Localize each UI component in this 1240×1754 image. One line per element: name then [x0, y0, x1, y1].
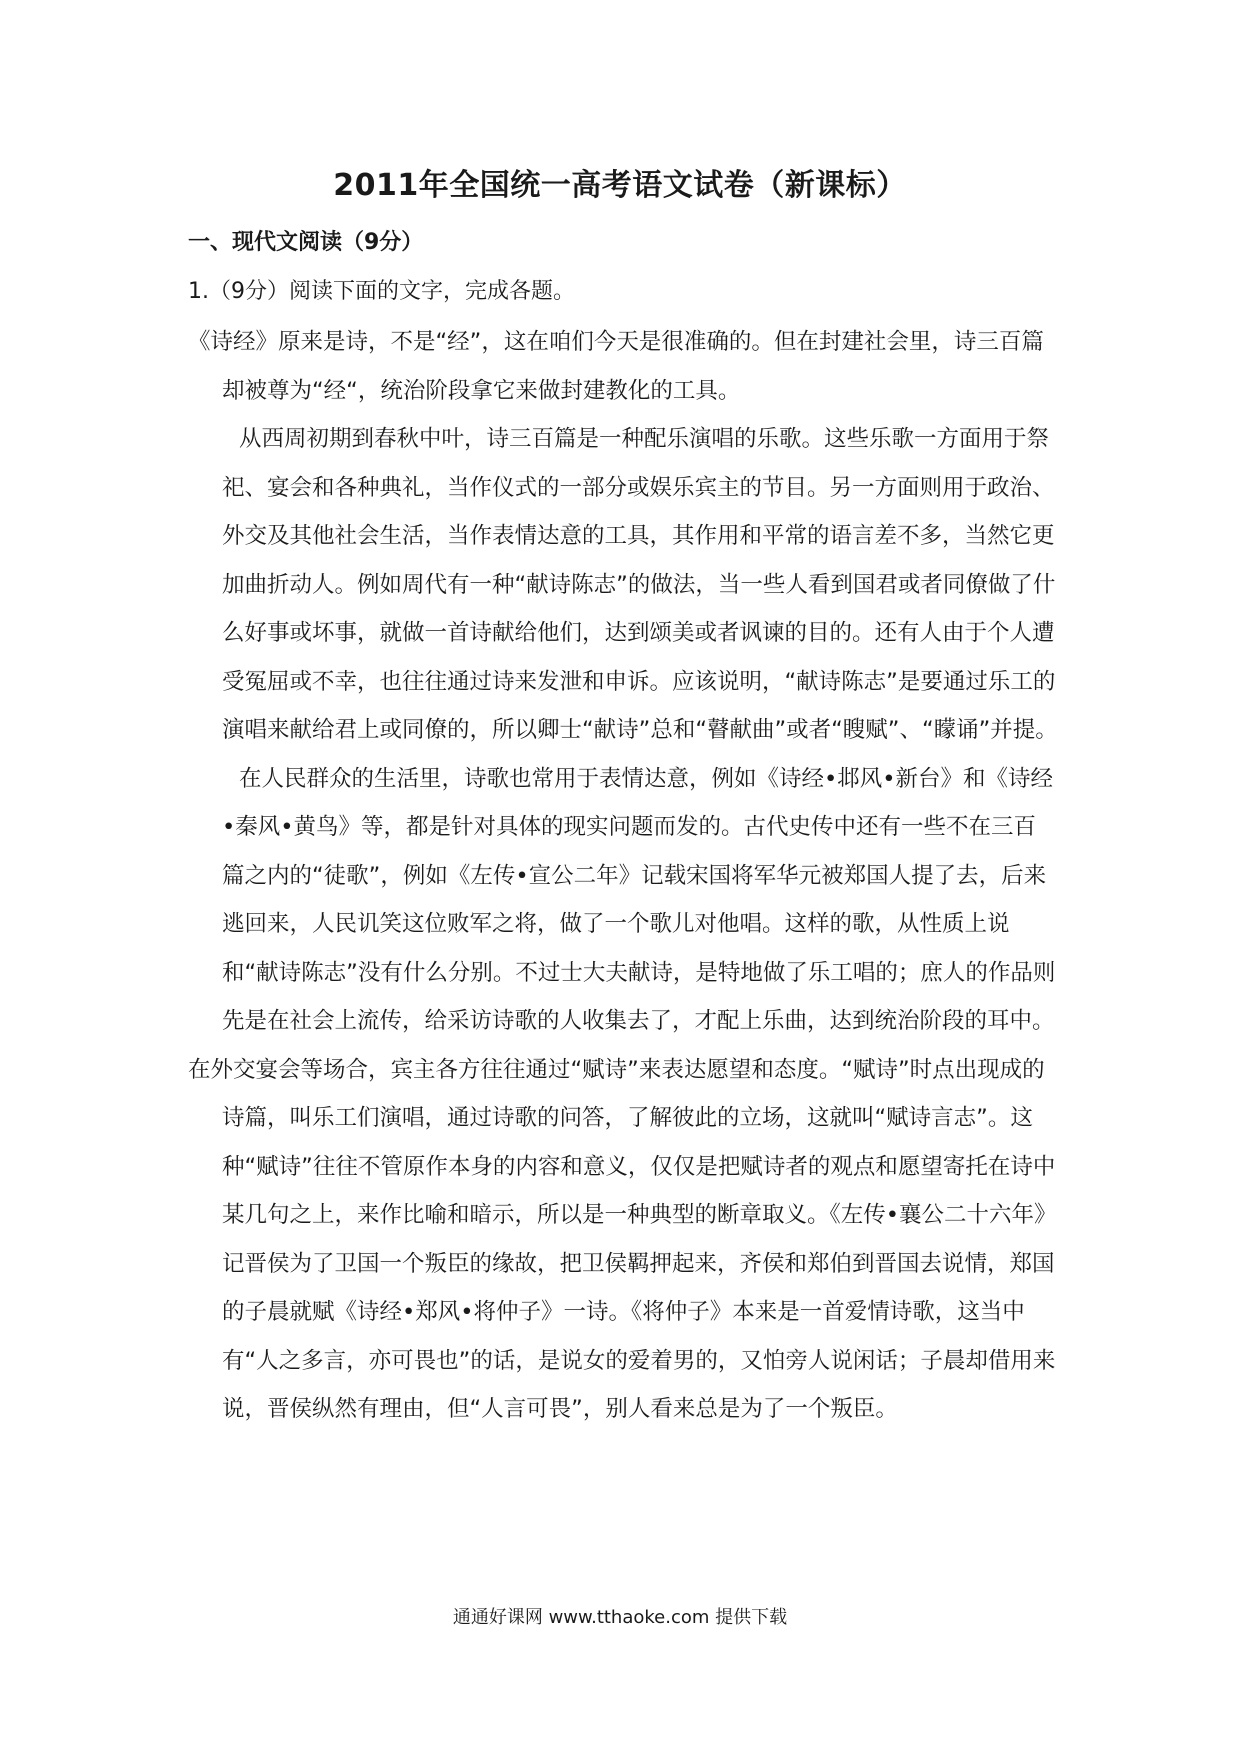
paragraph-4: 在外交宴会等场合，宾主各方往往通过“赋诗”来表达愿望和态度。“赋诗”时点出现成的诗篇，叫乐工们演唱，通过诗歌的问答，了解彼此的立场，这就叫“赋诗言志”。这种“赋诗”往往不管原作本身的内容和意义，仅仅是把赋诗者的观点和愿望寄托在诗中某几句之上，来作比喻和暗示，所以是一种典型的断章取义。《左传•襄公二十六年》记晋侯为了卫国一个叛臣的缘故，把卫侯羁押起来，齐侯和郑伯到晋国去说情，郑国的子晨就赋《诗经•郑风•将仲子》一诗。《将仲子》本来是一首爱情诗歌，这当中有“人之多言，亦可畏也”的话，是说女的爱着男的，又怕旁人说闲话；子晨却借用来说，晋侯纵然有理由，但“人言可畏”，别人看来总是为了一个叛臣。 [188, 1056, 1057, 1422]
page-footer: 通通好课网 www.tthaoke.com 提供下载 [452, 1607, 788, 1628]
page-title: 2011年全国统一高考语文试卷（新课标） [333, 168, 907, 203]
reading-passage [188, 318, 1058, 1434]
section-heading: 一、现代文阅读（9分） [188, 230, 424, 255]
paragraph-1: 《诗经》原来是诗，不是“经”，这在咱们今天是很准确的。但在封建社会里，诗三百篇却被尊为“经“，统治阶段拿它来做封建教化的工具。 [188, 329, 1044, 404]
question-prompt: 1.（9分）阅读下面的文字，完成各题。 [188, 279, 575, 304]
paragraph-2: 从西周初期到春秋中叶，诗三百篇是一种配乐演唱的乐歌。这些乐歌一方面用于祭祀、宴会和各种典礼，当作仪式的一部分或娱乐宾主的节目。另一方面则用于政治、外交及其他社会生活，当作表情达意的工具，其作用和平常的语言差不多，当然它更加曲折动人。例如周代有一种“献诗陈志”的做法，当一些人看到国君或者同僚做了什么好事或坏事，就做一首诗献给他们，达到颂美或者讽谏的目的。还有人由于个人遭受冤屈或不幸，也往往通过诗来发泄和申诉。应该说明，“献诗陈志”是要通过乐工的演唱来献给君上或同僚的，所以卿士“献诗”总和“瞽献曲”或者“瞍赋”、“矇诵”并提。 [222, 426, 1058, 743]
paragraph-3: 在人民群众的生活里，诗歌也常用于表情达意，例如《诗经•邶风•新台》和《诗经•秦风•黄鸟》等，都是针对具体的现实问题而发的。古代史传中还有一些不在三百篇之内的“徒歌”，例如《左传•宣公二年》记载宋国将军华元被郑国人提了去，后来逃回来，人民讥笑这位败军之将，做了一个歌儿对他唱。这样的歌，从性质上说和“献诗陈志”没有什么分别。不过士大夫献诗，是特地做了乐工唱的；庶人的作品则先是在社会上流传，给采访诗歌的人收集去了，才配上乐曲，达到统治阶段的耳中。 [222, 765, 1056, 1034]
